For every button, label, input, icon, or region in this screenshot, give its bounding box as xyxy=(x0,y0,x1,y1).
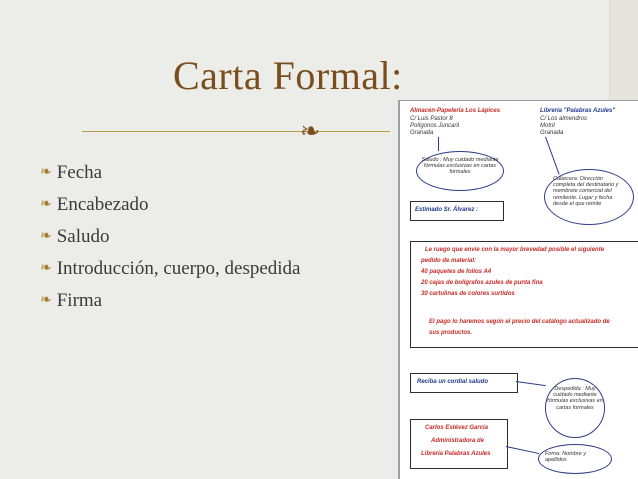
bullet-item xyxy=(40,290,300,322)
sender-name: Almacén-Papelería Los Lápices xyxy=(410,108,501,114)
leaf-bullet-icon: ❧ xyxy=(40,292,52,308)
closing-box xyxy=(410,373,518,393)
recipient-line: Motril xyxy=(540,123,555,129)
body-line: Le ruego que envíe con la mayor brevedad posible el siguiente xyxy=(425,247,605,253)
body-line: 30 cartulinas de colores surtidos xyxy=(421,291,515,297)
bullet-text: Fecha xyxy=(56,162,103,183)
payment-line: El pago lo haremos según el precio del catálogo actualizado de xyxy=(429,319,610,325)
body-line: pedido de material: xyxy=(421,258,477,264)
title-divider xyxy=(82,131,390,132)
letter-body-box xyxy=(410,241,638,348)
bullet-item xyxy=(40,258,300,290)
signature-line: Librería Palabras Azules xyxy=(421,451,491,457)
signature-line: Carlos Estévez García xyxy=(425,425,489,431)
slide-title: Carta Formal: xyxy=(173,53,403,98)
connector-line xyxy=(438,137,439,151)
recipient-name: Librería "Palabras Azules" xyxy=(540,108,616,114)
connector-line xyxy=(545,137,560,175)
greeting-box xyxy=(410,201,504,221)
annotation-oval-despedida: Despedida : Muy cuidado mediante fórmulas exclusivas en cartas formales xyxy=(545,378,605,438)
recipient-line: C/ Los almendros xyxy=(540,116,588,122)
greeting-text: Estimado Sr. Álvarez : xyxy=(415,207,479,213)
bullet-item xyxy=(40,162,300,194)
bullet-text: Introducción, cuerpo, despedida xyxy=(56,258,301,279)
leaf-bullet-icon: ❧ xyxy=(40,228,52,244)
sender-line: Granada xyxy=(410,130,434,136)
bullet-text: Saludo xyxy=(56,226,110,247)
bullet-item xyxy=(40,226,300,258)
signature-line: Administradora de xyxy=(431,438,485,444)
recipient-line: Granada xyxy=(540,130,564,136)
connector-line xyxy=(516,381,546,386)
letter-example-image xyxy=(398,100,638,479)
bullet-list xyxy=(40,162,300,322)
leaf-bullet-icon: ❧ xyxy=(40,260,52,276)
annotation-oval-saludo: Saludo : Muy cuidado mediante fórmulas exclusivas en cartas formales xyxy=(416,151,504,191)
sender-line: Polígonos Juncaril xyxy=(410,123,460,129)
bullet-text: Firma xyxy=(56,290,103,311)
signature-box xyxy=(410,419,508,469)
connector-line xyxy=(506,446,539,454)
leaf-bullet-icon: ❧ xyxy=(40,196,52,212)
payment-line: sus productos. xyxy=(429,330,473,336)
annotation-oval-firma: Firma: Nombre y apellidos xyxy=(538,444,612,474)
closing-text: Reciba un cordial saludo xyxy=(417,379,489,385)
leaf-bullet-icon: ❧ xyxy=(40,164,52,180)
bullet-text: Encabezado xyxy=(56,194,149,215)
body-line: 20 cajas de bolígrafos azules de punta fina xyxy=(421,280,543,286)
annotation-oval-cabecera: Cabecera: Dirección completa del destinatario y membrete comercial del remitente. Lugar y fecha desde el que remite xyxy=(544,169,634,225)
ornament-icon: ❧ xyxy=(300,117,321,145)
body-line: 40 paquetes de folios A4 xyxy=(421,269,492,275)
bullet-item xyxy=(40,194,300,226)
sender-line: C/ Luis Pastor 8 xyxy=(410,116,453,122)
